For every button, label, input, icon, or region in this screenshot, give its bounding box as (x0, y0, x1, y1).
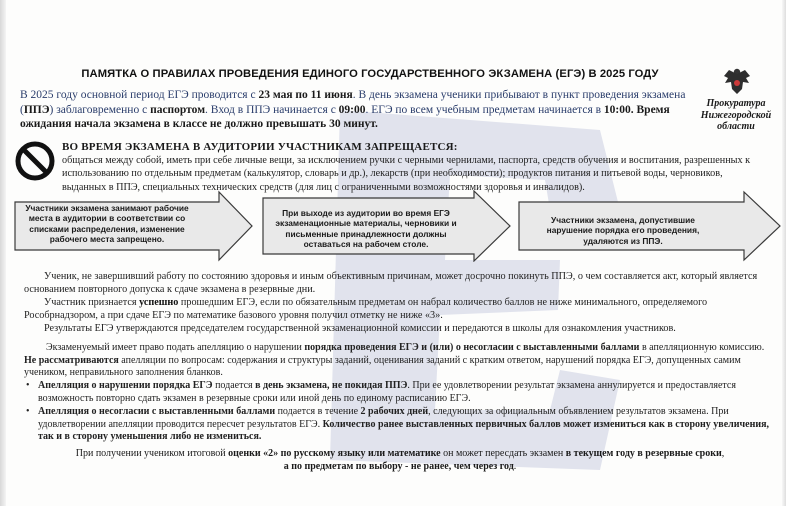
appeal-paragraph (24, 342, 776, 380)
bullet-1-bold-1: Апелляция о нарушении порядка ЕГЭ (38, 380, 213, 391)
final-text-1: При получении учеником итоговой (75, 448, 229, 459)
eagle-emblem-icon (720, 64, 754, 98)
appeal-text-1: Экзаменуемый имеет право подать апелляцию о нарушении (46, 342, 305, 353)
final-note (40, 447, 760, 473)
success-paragraph (24, 296, 776, 322)
final-text-3: , (721, 448, 725, 459)
page-title: ПАМЯТКА О ПРАВИЛАХ ПРОВЕДЕНИЯ ЕДИНОГО ГОСУДАРСТВЕННОГО ЭКЗАМЕНА (ЕГЭ) В 2025 ГОДУ (81, 68, 659, 80)
success-text-2: прошедшим ЕГЭ, если по обязательным предметам он набрал количество баллов не ниже минимального, определяемого Рособрнадзором, а при сдаче ЕГЭ по математике базового уровня получил отметку не ниже «3». (24, 297, 708, 322)
final-text-4: . (513, 461, 517, 472)
bullet-appeal-procedure (24, 380, 776, 405)
success-bold: успешно (139, 297, 179, 308)
final-text-2: он может пересдать экзамен (440, 448, 566, 459)
appeal-bold-2: Не рассматриваются (24, 354, 119, 366)
intro-paragraph (20, 88, 690, 132)
appeal-bold-1: порядка проведения ЕГЭ и (или) о несогласии с выставленными баллами (304, 342, 640, 353)
intro-text-3: ) заблаговременно с (49, 103, 151, 116)
scan-left-edge (0, 0, 6, 506)
bullet-1-text-1: подается (212, 380, 256, 391)
prohibition-icon (14, 140, 56, 182)
bullet-2-text-1: подается в течение (275, 406, 361, 417)
intro-text-4: . Вход в ППЭ начинается с (205, 103, 339, 116)
organization-line-2: Нижегородской (700, 109, 772, 121)
early-leave-paragraph: Ученик, не завершивший работу по состоянию здоровья и иным объективным причинам, может досрочно покинуть ППЭ, о чем составляется акт, который является основанием повторного допуска к сдаче экзамена в резервные дни. (24, 271, 758, 296)
scan-right-edge (782, 0, 786, 506)
bullet-2-text-2: , следующих за официальным объявлением результатов экзамена. При удовлетворении апелляции проводится пересчет результатов ЕГЭ. (38, 406, 729, 430)
final-bold-3: а по предметам по выбору - не ранее, чем через год (283, 461, 514, 472)
entry-time: 09:00 (338, 103, 366, 116)
bullet-2-bold-2: 2 рабочих дней (360, 406, 429, 417)
appeal-text-2: в апелляционную комиссию. (639, 342, 765, 353)
bullet-2-bold-3: Количество ранее выставленных первичных баллов может измениться как в сторону увеличения, так и в сторону уменьшения либо не измениться. (38, 418, 770, 443)
arrow-text-3: Участники экзамена, допустившие нарушение порядка его проведения, удаляются из ППЭ. (546, 215, 700, 246)
final-bold-1: оценки «2» по русскому языку или математике (228, 448, 441, 459)
arrow-text-2: При выходе из аудитории во время ЕГЭ экзаменационные материалы, черновики и письменные принадлежности должны оставаться на рабочем столе. (275, 208, 457, 250)
bullet-dot-icon: • (26, 380, 30, 391)
arrow-text-1: Участники экзамена занимают рабочие места в аудитории в соответствии со списками распределения, изменение рабочего места запрещено. (25, 203, 189, 245)
passport-word: паспортом (150, 103, 206, 116)
results-paragraph: Результаты ЕГЭ утверждаются председателем государственной экзаменационной комиссии и передаются в школы для ознакомления участников. (44, 323, 676, 334)
final-bold-2: в текущем году в резервные сроки (565, 448, 722, 459)
intro-text-2: . В день экзамена ученики прибывают в пункт проведения экзамена ( (20, 89, 686, 116)
bullet-dot-icon: • (26, 406, 30, 417)
bullet-1-text-2: . При ее удовлетворении результат экзамена аннулируется и предоставляется возможность повторно сдать экзамен в резервные сроки или иной день по единому расписанию ЕГЭ. (38, 380, 736, 404)
success-text-1: Участник признается (44, 297, 140, 308)
intro-text-5: . ЕГЭ по всем учебным предметам начинается в (365, 103, 604, 116)
prohibited-text: общаться между собой, иметь при себе личные вещи, за исключением ручки с черными чернилами, паспорта, средств обучения и воспитания, разрешенных к использованию по отдельным предметам (калькулятор, словарь и др.), лекарств (при необходимости); продуктов питания и питьевой воды, черновиков, выданных в ППЭ, специальных технических средств (для лиц с ограниченными возможностями здоровья и инвалидов). (62, 155, 751, 193)
bullet-2-bold-1: Апелляция о несогласии с выставленными баллами (38, 406, 276, 417)
bullet-appeal-scores (24, 406, 776, 444)
appeal-text-3: апелляции по вопросам: содержания и структуры заданий, оценивания заданий с кратким ответом, нарушений порядка ЕГЭ, допущенных самим учеником, неправильного заполнения бланков. (24, 354, 741, 379)
bullet-1-bold-2: в день экзамена, не покидая ППЭ (255, 380, 408, 391)
prohibited-heading: ВО ВРЕМЯ ЭКЗАМЕНА В АУДИТОРИИ УЧАСТНИКАМ ЗАПРЕЩАЕТСЯ: (62, 141, 458, 153)
start-time: 10:00. Время ожидания начала экзамена в классе не должно превышать 30 минут. (20, 103, 670, 131)
ppe-abbr: ППЭ (23, 103, 50, 116)
organization-name (690, 98, 782, 133)
intro-text-1: В 2025 году основной период ЕГЭ проводится с (20, 89, 259, 101)
exam-dates: 23 мая по 11 июня (258, 89, 353, 101)
organization-line-3: области (717, 121, 755, 132)
organization-line-1: Прокуратура (706, 98, 766, 109)
